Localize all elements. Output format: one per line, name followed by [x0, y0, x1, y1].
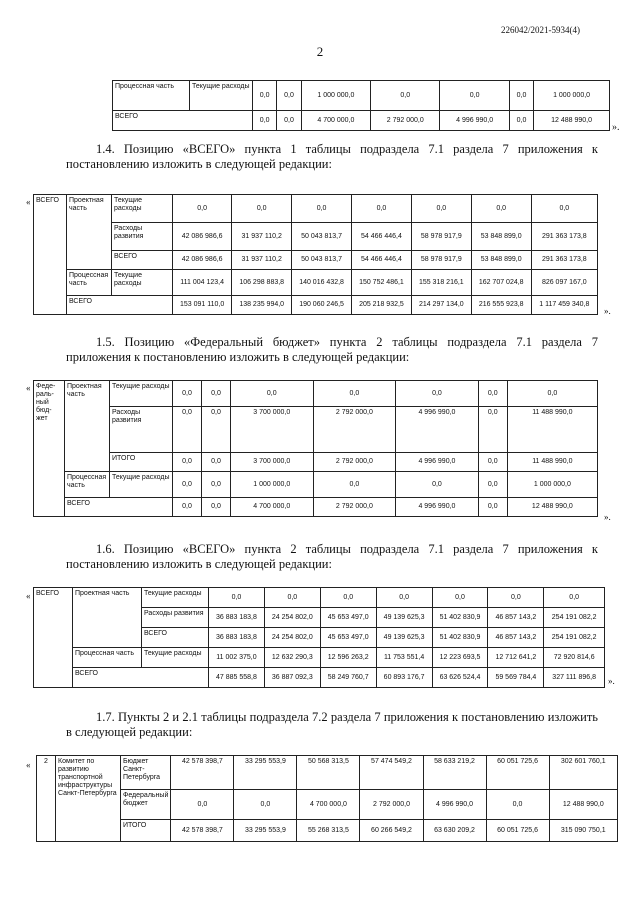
table-cell: 45 653 497,0 [320, 628, 376, 648]
table-cell: 36 883 183,8 [209, 608, 265, 628]
table-cell: 162 707 024,8 [471, 270, 531, 296]
table-cell: 1 000 000,0 [301, 81, 370, 111]
table-cell: ИТОГО [121, 820, 171, 842]
table-cell: 54 466 446,4 [352, 251, 412, 270]
table-cell: 58 978 917,9 [411, 251, 471, 270]
table-cell: 4 700 000,0 [301, 111, 370, 131]
table-cell: 291 363 173,8 [531, 251, 597, 270]
table-cell: 0,0 [440, 81, 509, 111]
table-cell: 254 191 082,2 [544, 628, 605, 648]
table-cell: 0,0 [544, 588, 605, 608]
table-cell: 0,0 [478, 472, 507, 498]
table-cell: 53 848 899,0 [471, 251, 531, 270]
table-row [34, 407, 598, 453]
table-cell: 58 633 219,2 [423, 756, 486, 790]
table-cell: Расходы развития [110, 407, 173, 453]
table-cell: ВСЕГО [34, 195, 67, 315]
table-cell: Проектная часть [67, 195, 112, 270]
table-cell: 138 235 994,0 [232, 296, 292, 315]
table-cell: 0,0 [396, 381, 479, 407]
table-cell: 33 295 553,9 [234, 756, 297, 790]
table-cell: 327 111 896,8 [544, 668, 605, 688]
table-cell: Комитет по развитию транспортной инфраструктуры Санкт-Петербурга [56, 756, 121, 842]
table-cell: Текущие расходы [110, 381, 173, 407]
table-cell: 50 043 813,7 [292, 251, 352, 270]
table-cell: 0,0 [509, 111, 533, 131]
table-cell: 4 996 990,0 [396, 453, 479, 472]
table-cell: 4 996 990,0 [396, 407, 479, 453]
table-cell: 31 937 110,2 [232, 251, 292, 270]
table-cell: 0,0 [209, 588, 265, 608]
table-cell: Текущие расходы [110, 472, 173, 498]
table-cell: Процессная часть [73, 648, 142, 668]
table-cell: 0,0 [253, 81, 277, 111]
table-cell: Расходы развития [142, 608, 209, 628]
table-row [34, 223, 598, 251]
table-cell: 33 295 553,9 [234, 820, 297, 842]
table-cell: 0,0 [201, 381, 230, 407]
closing-quote: ». [604, 306, 611, 316]
table-cell: 302 601 760,1 [549, 756, 617, 790]
table-cell: 53 848 899,0 [471, 223, 531, 251]
table-cell: 12 712 641,2 [488, 648, 544, 668]
table-cell: 60 893 176,7 [376, 668, 432, 688]
table-cell: 57 474 549,2 [360, 756, 423, 790]
table-cell: 0,0 [313, 472, 396, 498]
opening-quote: « [26, 591, 31, 601]
table-cell: 63 626 524,4 [432, 668, 488, 688]
table-cell: Федеральный бюджет [121, 790, 171, 820]
table-cell: 0,0 [471, 195, 531, 223]
table-cell: 0,0 [264, 588, 320, 608]
table-cell: Текущие расходы [190, 81, 253, 111]
table-cell: 0,0 [277, 111, 301, 131]
table-cell: Текущие расходы [142, 648, 209, 668]
table-cell: 0,0 [173, 472, 202, 498]
table-row [34, 472, 598, 498]
table-cell: 0,0 [201, 498, 230, 517]
table-top [112, 80, 610, 131]
table-cell: 4 700 000,0 [230, 498, 313, 517]
opening-quote: « [26, 197, 31, 207]
closing-quote: ». [612, 122, 620, 133]
table-cell: 0,0 [371, 81, 440, 111]
table-cell: 36 883 183,8 [209, 628, 265, 648]
table-cell: 150 752 486,1 [352, 270, 412, 296]
table-cell: 24 254 802,0 [264, 608, 320, 628]
table-row [113, 81, 610, 111]
table-cell: 63 630 209,2 [423, 820, 486, 842]
table-cell: 12 596 263,2 [320, 648, 376, 668]
table-cell: 0,0 [478, 381, 507, 407]
table-cell: 190 060 246,5 [292, 296, 352, 315]
table-cell: 140 016 432,8 [292, 270, 352, 296]
table-cell: 0,0 [486, 790, 549, 820]
table-cell: 60 051 725,6 [486, 820, 549, 842]
table-row [34, 270, 598, 296]
table-cell: 54 466 446,4 [352, 223, 412, 251]
table-cell: 49 139 625,3 [376, 608, 432, 628]
table-cell: 42 578 398,7 [171, 756, 234, 790]
table-cell: ВСЕГО [34, 588, 73, 688]
table-cell: 826 097 167,0 [531, 270, 597, 296]
table-cell: 0,0 [201, 407, 230, 453]
table-cell: 0,0 [173, 381, 202, 407]
table-cell: 11 002 375,0 [209, 648, 265, 668]
table-cell: 36 887 092,3 [264, 668, 320, 688]
table-cell: 155 318 216,1 [411, 270, 471, 296]
table-cell: 0,0 [320, 588, 376, 608]
table-cell: 2 792 000,0 [313, 407, 396, 453]
table-cell: 49 139 625,3 [376, 628, 432, 648]
table-row [37, 756, 618, 790]
table-cell: Проектная часть [73, 588, 142, 648]
paragraph-1-7: 1.7. Пункты 2 и 2.1 таблицы подраздела 7.2 раздела 7 приложения к постановлению изложить в следующей редакции: [66, 710, 598, 739]
table-row [34, 251, 598, 270]
table-cell: 0,0 [432, 588, 488, 608]
closing-quote: ». [608, 676, 615, 686]
table-cell: 11 753 551,4 [376, 648, 432, 668]
table-cell: 0,0 [234, 790, 297, 820]
table-cell: Текущие расходы [112, 270, 173, 296]
table-cell: 11 488 990,0 [507, 453, 597, 472]
table-cell: 3 700 000,0 [230, 453, 313, 472]
table-row [34, 195, 598, 223]
table-cell: 0,0 [173, 407, 202, 453]
table-cell: 12 488 990,0 [534, 111, 610, 131]
table-cell: 55 268 313,5 [297, 820, 360, 842]
table-row [34, 588, 605, 608]
table-cell: ВСЕГО [65, 498, 173, 517]
table-row [37, 820, 618, 842]
table-cell: Процессная часть [67, 270, 112, 296]
table-cell: 12 488 990,0 [507, 498, 597, 517]
table-cell: 45 653 497,0 [320, 608, 376, 628]
table-cell: 0,0 [230, 381, 313, 407]
table-cell: 214 297 134,0 [411, 296, 471, 315]
table-cell: Бюджет Санкт-Петербурга [121, 756, 171, 790]
page-number: 2 [316, 44, 324, 59]
table-cell: 216 555 923,8 [471, 296, 531, 315]
table-cell: 47 885 558,8 [209, 668, 265, 688]
table-cell: 205 218 932,5 [352, 296, 412, 315]
table-row [34, 668, 605, 688]
table-cell: ВСЕГО [73, 668, 209, 688]
table-cell: Текущие расходы [112, 195, 173, 223]
table-cell: 50 568 313,5 [297, 756, 360, 790]
table-cell: 51 402 830,9 [432, 608, 488, 628]
table-cell: Расходы развития [112, 223, 173, 251]
table-row [37, 790, 618, 820]
table-cell: 0,0 [531, 195, 597, 223]
table-cell: 0,0 [376, 588, 432, 608]
table-row [34, 296, 598, 315]
table-cell: 59 569 784,4 [488, 668, 544, 688]
table-1-4 [33, 194, 598, 315]
table-cell: 153 091 110,0 [173, 296, 232, 315]
document-number: 226042/2021-5934(4) [501, 25, 580, 35]
table-cell: 0,0 [396, 472, 479, 498]
table-cell: Феде-раль-ный бюд-жет [34, 381, 65, 517]
opening-quote: « [26, 760, 31, 770]
table-cell: ИТОГО [110, 453, 173, 472]
table-cell: 0,0 [411, 195, 471, 223]
table-cell: 58 978 917,9 [411, 223, 471, 251]
table-row [34, 648, 605, 668]
table-cell: 46 857 143,2 [488, 608, 544, 628]
table-cell: 0,0 [478, 498, 507, 517]
table-cell: 12 223 693,5 [432, 648, 488, 668]
table-cell: 60 266 549,2 [360, 820, 423, 842]
table-row [34, 453, 598, 472]
table-cell: 4 996 990,0 [440, 111, 509, 131]
table-1-5 [33, 380, 598, 517]
table-1-7 [36, 755, 618, 842]
table-cell: 106 298 883,8 [232, 270, 292, 296]
table-cell: 1 000 000,0 [534, 81, 610, 111]
table-cell: 50 043 813,7 [292, 223, 352, 251]
table-cell: 72 920 814,6 [544, 648, 605, 668]
table-cell: 60 051 725,6 [486, 756, 549, 790]
table-cell: 0,0 [232, 195, 292, 223]
table-cell: 0,0 [253, 111, 277, 131]
table-cell: 0,0 [173, 453, 202, 472]
table-cell: 0,0 [509, 81, 533, 111]
table-cell: 4 700 000,0 [297, 790, 360, 820]
table-row [113, 111, 610, 131]
closing-quote: ». [604, 512, 611, 522]
table-cell: 0,0 [352, 195, 412, 223]
table-cell: Текущие расходы [142, 588, 209, 608]
opening-quote: « [26, 383, 31, 393]
table-cell: Проектная часть [65, 381, 110, 472]
table-cell: 0,0 [201, 453, 230, 472]
table-cell: 1 000 000,0 [507, 472, 597, 498]
table-cell: 0,0 [478, 407, 507, 453]
table-row [34, 498, 598, 517]
table-cell: 1 117 459 340,8 [531, 296, 597, 315]
table-cell: Процессная часть [113, 81, 190, 111]
paragraph-1-5: 1.5. Позицию «Федеральный бюджет» пункта 2 таблицы подраздела 7.1 раздела 7 приложения к постановлению изложить в следующей редакции: [66, 335, 598, 364]
table-cell: 0,0 [173, 498, 202, 517]
paragraph-1-6: 1.6. Позицию «ВСЕГО» пункта 2 таблицы подраздела 7.1 раздела 7 приложения к постановлению изложить в следующей редакции: [66, 542, 598, 571]
table-cell: 0,0 [507, 381, 597, 407]
table-cell: 1 000 000,0 [230, 472, 313, 498]
table-cell: 31 937 110,2 [232, 223, 292, 251]
table-cell: 0,0 [277, 81, 301, 111]
table-cell: 2 792 000,0 [371, 111, 440, 131]
table-cell: 24 254 802,0 [264, 628, 320, 648]
table-cell: 42 086 986,6 [173, 223, 232, 251]
table-cell: 0,0 [173, 195, 232, 223]
table-cell: ВСЕГО [67, 296, 173, 315]
table-1-6 [33, 587, 605, 688]
table-cell: 12 488 990,0 [549, 790, 617, 820]
table-cell: 4 996 990,0 [396, 498, 479, 517]
table-cell: 42 086 986,6 [173, 251, 232, 270]
table-cell: 58 249 760,7 [320, 668, 376, 688]
table-cell: 111 004 123,4 [173, 270, 232, 296]
table-cell: 254 191 082,2 [544, 608, 605, 628]
table-cell: Процессная часть [65, 472, 110, 498]
table-cell: 0,0 [488, 588, 544, 608]
table-cell: 2 792 000,0 [360, 790, 423, 820]
table-cell: 0,0 [313, 381, 396, 407]
paragraph-1-4: 1.4. Позицию «ВСЕГО» пункта 1 таблицы подраздела 7.1 раздела 7 приложения к постановлению изложить в следующей редакции: [66, 142, 598, 171]
table-cell: 2 [37, 756, 56, 842]
table-row [34, 381, 598, 407]
table-cell: 4 996 990,0 [423, 790, 486, 820]
table-cell: 0,0 [478, 453, 507, 472]
table-cell: ВСЕГО [142, 628, 209, 648]
table-cell: 0,0 [292, 195, 352, 223]
table-cell: 3 700 000,0 [230, 407, 313, 453]
table-cell: ВСЕГО [113, 111, 253, 131]
table-cell: 291 363 173,8 [531, 223, 597, 251]
table-cell: 12 632 290,3 [264, 648, 320, 668]
table-cell: ВСЕГО [112, 251, 173, 270]
table-cell: 11 488 990,0 [507, 407, 597, 453]
table-cell: 0,0 [201, 472, 230, 498]
table-cell: 46 857 143,2 [488, 628, 544, 648]
table-cell: 315 090 750,1 [549, 820, 617, 842]
table-cell: 51 402 830,9 [432, 628, 488, 648]
table-cell: 2 792 000,0 [313, 453, 396, 472]
table-cell: 0,0 [171, 790, 234, 820]
table-cell: 42 578 398,7 [171, 820, 234, 842]
table-cell: 2 792 000,0 [313, 498, 396, 517]
